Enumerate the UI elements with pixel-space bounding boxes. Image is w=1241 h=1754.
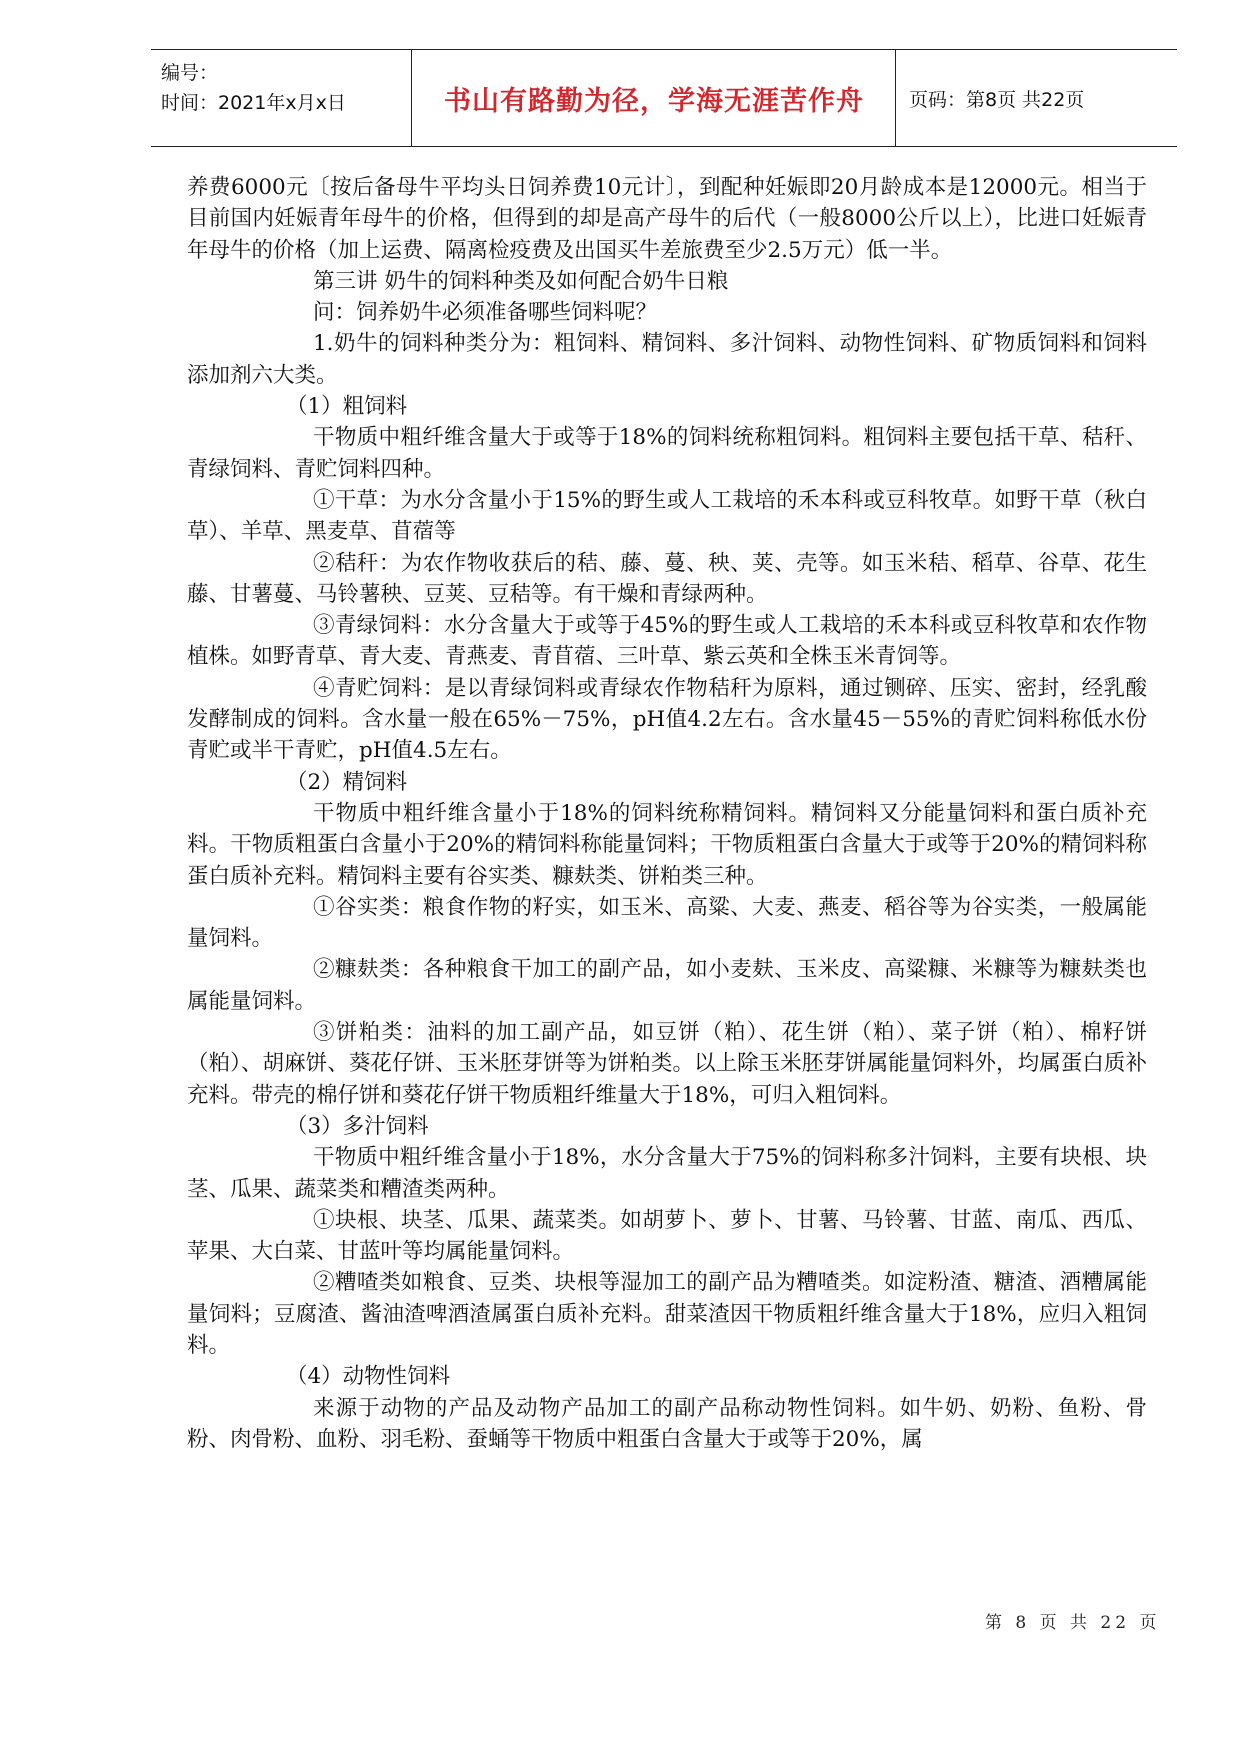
list-item: ①块根、块茎、瓜果、蔬菜类。如胡萝卜、萝卜、甘薯、马铃薯、甘蓝、南瓜、西瓜、苹果、大白菜、甘蓝叶等均属能量饲料。 [187,1207,1147,1265]
header-meta [161,58,411,118]
paragraph: 干物质中粗纤维含量小于18%的饲料统称精饲料。精饲料又分能量饲料和蛋白质补充料。干物质粗蛋白含量小于20%的精饲料称能量饲料；干物质粗蛋白含量大于或等于20%的精饲料称蛋白质补充料。精饲料主要有谷实类、糠麸类、饼粕类三种。 [187,800,1147,889]
list-item: ②糟喳类如粮食、豆类、块根等湿加工的副产品为糟喳类。如淀粉渣、糖渣、酒糟属能量饲料；豆腐渣、酱油渣啤酒渣属蛋白质补充料。甜菜渣因干物质粗纤维含量大于18%，应归入粗饲料。 [187,1270,1147,1358]
section-heading: （2）精饲料 [286,769,408,795]
section-heading: （1）粗饲料 [286,394,408,420]
list-item: ②糠麸类：各种粮食干加工的副产品，如小麦麸、玉米皮、高粱糠、米糠等为糠麸类也属能量饲料。 [187,957,1147,1014]
list-item: ①谷实类：粮食作物的籽实，如玉米、高粱、大麦、燕麦、稻谷等为谷实类，一般属能量饲料。 [187,894,1147,952]
page-footer: 第 8 页 共 22 页 [985,1613,1161,1633]
section-heading: （4）动物性饲料 [286,1364,451,1390]
header-divider [895,50,896,146]
list-item: ③青绿饲料：水分含量大于或等于45%的野生或人工栽培的禾本科或豆科牧草和农作物植株。如野青草、青大麦、青燕麦、青苜蓿、三叶草、紫云英和全株玉米青饲等。 [187,613,1147,670]
list-item: ④青贮饲料：是以青绿饲料或青绿农作物秸秆为原料，通过铡碎、压实、密封，经乳酸发酵制成的饲料。含水量一般在65%－75%，pH值4.2左右。含水量45－55%的青贮饲料称低水份青贮或半干青贮，pH值4.5左右。 [187,675,1147,764]
header-divider [411,50,412,146]
paragraph: 干物质中粗纤维含量小于18%，水分含量大于75%的饲料称多汁饲料，主要有块根、块茎、瓜果、蔬菜类和糟渣类两种。 [187,1145,1147,1202]
document-time-label: 时间：2021年x月x日 [161,92,346,114]
page-header [151,49,1177,147]
section-heading: （3）多汁饲料 [286,1113,429,1139]
list-item: ②秸秆：为农作物收获后的秸、藤、蔓、秧、荚、壳等。如玉米秸、稻草、谷草、花生藤、甘薯蔓、马铃薯秧、豆荚、豆秸等。有干燥和青绿两种。 [187,550,1147,607]
question: 问：饲养奶牛必须准备哪些饲料呢？ [313,300,658,326]
paragraph: 养费6000元〔按后备母牛平均头日饲养费10元计〕，到配种妊娠即20月龄成本是12000元。相当于目前国内妊娠青年母牛的价格，但得到的却是高产母牛的后代（一般8000公斤以上），比进口妊娠青年母牛的价格（加上运费、隔离检疫费及出国买牛差旅费至少2.5万元）低一半。 [187,175,1147,263]
document-number-label: 编号： [161,62,219,84]
header-page-number: 页码：第8页 共22页 [909,88,1085,111]
paragraph: 1.奶牛的饲料种类分为：粗饲料、精饲料、多汁饲料、动物性饲料、矿物质饲料和饲料添加剂六大类。 [187,331,1147,388]
list-item: ③饼粕类：油料的加工副产品，如豆饼（粕）、花生饼（粕）、菜子饼（粕）、棉籽饼（粕）、胡麻饼、葵花仔饼、玉米胚芽饼等为饼粕类。以上除玉米胚芽饼属能量饲料外，均属蛋白质补充料。带壳的棉仔饼和葵花仔饼干物质粗纤维量大于18%，可归入粗饲料。 [187,1020,1147,1108]
list-item: ①干草：为水分含量小于15%的野生或人工栽培的禾本科或豆科牧草。如野干草（秋白草）、羊草、黑麦草、苜蓿等 [187,487,1147,545]
lecture-heading: 第三讲 奶牛的饲料种类及如何配合奶牛日粮 [313,268,729,294]
document-body [187,172,1147,1455]
header-motto: 书山有路勤为径，学海无涯苦作舟 [444,85,864,117]
paragraph: 干物质中粗纤维含量大于或等于18%的饲料统称粗饲料。粗饲料主要包括干草、秸秆、青绿饲料、青贮饲料四种。 [187,425,1147,482]
paragraph: 来源于动物的产品及动物产品加工的副产品称动物性饲料。如牛奶、奶粉、鱼粉、骨粉、肉骨粉、血粉、羽毛粉、蚕蛹等干物质中粗蛋白含量大于或等于20%，属 [187,1395,1147,1452]
